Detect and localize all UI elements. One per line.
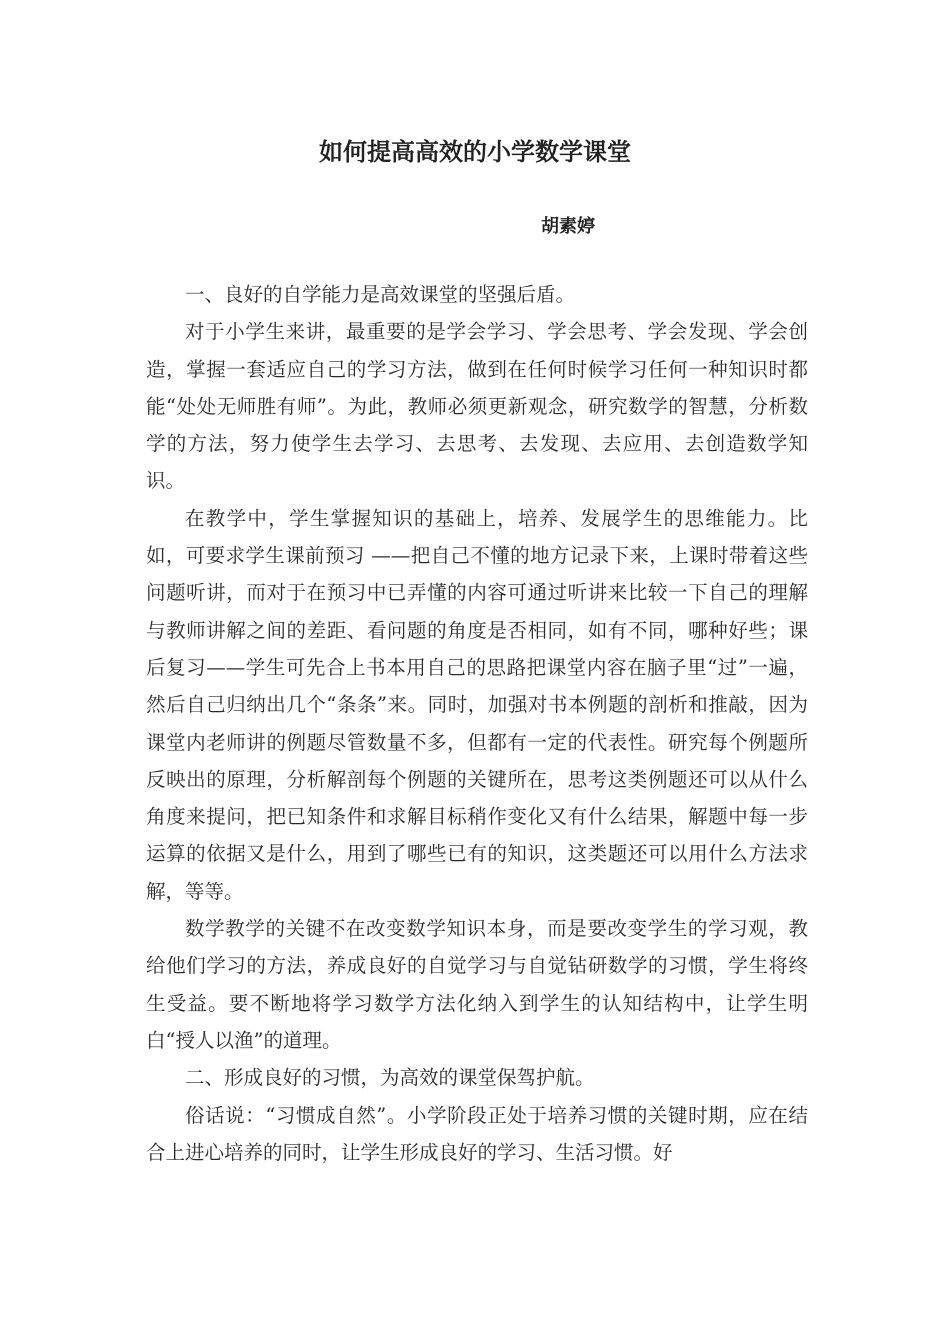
body-paragraph: 俗话说：“习惯成自然”。小学阶段正处于培养习惯的关键时期，应在结合上进心培养的同时，让学生形成良好的学习、生活习惯。好 [146, 1103, 808, 1164]
body-paragraph: 在教学中，学生掌握知识的基础上，培养、发展学生的思维能力。比如，可要求学生课前预习 ——把自己不懂的地方记录下来，上课时带着这些问题听讲，而对于在预习中已弄懂的内容可通过听讲来比较一下自己的理解与教师讲解之间的差距、看问题的角度是否相同，如有不同，哪种好些；课后复习——学生可先合上书本用自己的思路把课堂内容在脑子里“过”一遍，然后自己归纳出几个“条条”来。同时，加强对书本例题的剖析和推敲，因为课堂内老师讲的例题尽管数量不多，但都有一定的代表性。研究每个例题所反映出的原理，分析解剖每个例题的关键所在，思考这类例题还可以从什么角度来提问，把已知条件和求解目标稍作变化又有什么结果，解题中每一步运算的依据又是什么，用到了哪些已有的知识，这类题还可以用什么方法求解，等等。 [146, 506, 808, 903]
document-title: 如何提高高效的小学数学课堂 [319, 138, 631, 166]
section-heading-1: 一、良好的自学能力是高效课堂的坚强后盾。 [185, 283, 576, 306]
section-heading-2: 二、形成良好的习惯，为高效的课堂保驾护航。 [185, 1066, 595, 1090]
document-author: 胡素婷 [541, 216, 595, 237]
document-body [146, 276, 808, 1171]
body-paragraph: 对于小学生来讲，最重要的是学会学习、学会思考、学会发现、学会创造，掌握一套适应自己的学习方法，做到在任何时候学习任何一种知识时都能“处处无师胜有师”。为此，教师必须更新观念，研究数学的智慧，分析数学的方法，努力使学生去学习、去思考、去发现、去应用、去创造数学知识。 [146, 320, 808, 493]
body-paragraph: 数学教学的关键不在改变数学知识本身，而是要改变学生的学习观，教给他们学习的方法，养成良好的自觉学习与自觉钻研数学的习惯，学生将终生受益。要不断地将学习数学方法化纳入到学生的认知结构中，让学生明白“授人以渔”的道理。 [146, 917, 808, 1052]
